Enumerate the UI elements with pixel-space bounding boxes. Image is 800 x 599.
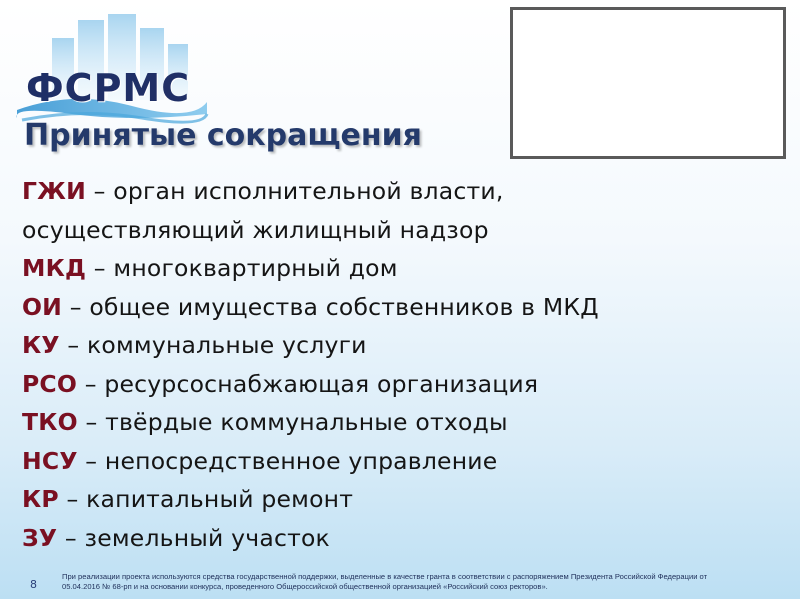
abbreviation: КР (22, 485, 59, 513)
definition: осуществляющий жилищный надзор (22, 215, 489, 244)
list-item (22, 211, 792, 250)
abbreviation: ОИ (22, 292, 63, 321)
definition: – орган исполнительной власти, (86, 177, 504, 205)
list-item (22, 403, 792, 442)
definition: – коммунальные услуги (59, 331, 367, 359)
abbreviation-list (22, 172, 792, 557)
abbreviation: ЗУ (22, 523, 58, 552)
list-item (22, 442, 792, 481)
definition: – многоквартирный дом (86, 254, 398, 282)
definition: – непосредственное управление (77, 446, 498, 475)
list-item (22, 365, 792, 404)
logo (12, 10, 212, 130)
abbreviation: РСО (22, 369, 78, 398)
definition: – твёрдые коммунальные отходы (77, 408, 508, 436)
list-item (22, 172, 792, 211)
list-item (22, 249, 792, 288)
footer-line: При реализации проекта используются средства государственной поддержки, выделенные в качестве гранта в соответствии с распоряжением Президента Российской Федерации от (62, 572, 708, 581)
image-placeholder (510, 7, 786, 159)
footer-line: 05.04.2016 № 68-рп и на основании конкурса, проведенного Общероссийской общественной организацией «Российский союз ректоров». (62, 582, 548, 591)
abbreviation: КУ (22, 331, 60, 359)
list-item (22, 326, 792, 365)
list-item (22, 288, 792, 327)
definition: – ресурсоснабжающая организация (77, 369, 539, 398)
abbreviation: ТКО (22, 408, 78, 436)
abbreviation: МКД (22, 254, 87, 282)
list-item (22, 480, 792, 519)
footer-note (62, 572, 782, 592)
page-number: 8 (30, 578, 37, 591)
definition: – капитальный ремонт (58, 485, 354, 513)
list-item (22, 519, 792, 558)
page-title: Принятые сокращения (24, 118, 422, 153)
definition: – общее имущества собственников в МКД (62, 292, 599, 321)
abbreviation: ГЖИ (22, 177, 87, 205)
abbreviation: НСУ (22, 446, 78, 475)
logo-text: ФСРМС (26, 66, 191, 110)
definition: – земельный участок (57, 523, 330, 552)
